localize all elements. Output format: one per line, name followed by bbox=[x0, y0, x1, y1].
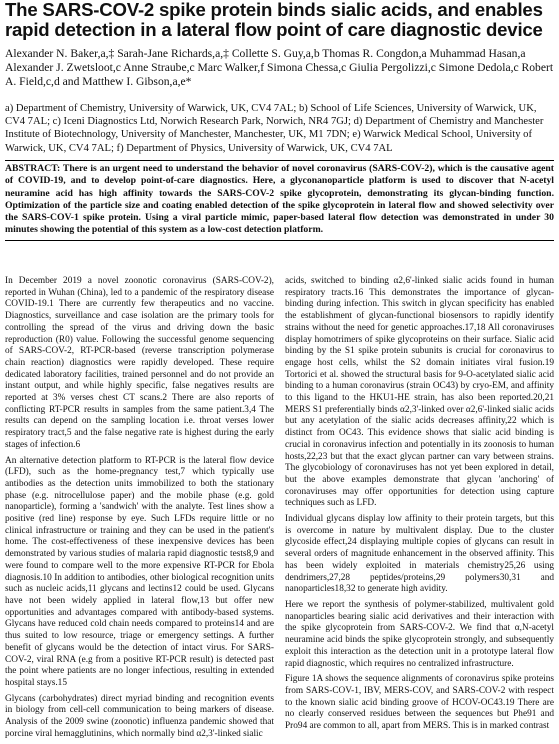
left-column bbox=[5, 276, 274, 744]
body-paragraph: acids, switched to binding α2,6'-linked sialic acids found in human respiratory tracts.16 This demonstrates the importance of glycan-binding during infection. This switch in glycan specificity has enabled the establishment of glycan-functional biosensors to rapidly identify strains without the need for genetic approaches.17,18 All coronaviruses display homotrimers of spike glycoproteins on their surface. Sialic acid binding by the S1 spike protein subunits is crucial for coronavirus to engage host cells, whilst the S2 domain initiates viral fusion.19 Tortorici et al. showed the structural basis for 9-O-acetylated sialic acid binding to a human coronavirus (strain OC43) by cryo-EM, and affinity to this ligand to the HKU1-HE strain, has also been reported.20,21 MERS S1 preferentially binds α2,3'-linked over α2,6'-linked sialic acids but any acetylation of the sialic acids decreases affinity,22 which is distinct from OC43. This evidence shows that sialic acid binding is crucial in coronavirus infection and potentially in its zoonosis to human hosts,22,23 but that the exact glycan partner can vary between strains. The glycobiology of coronaviruses has not yet been explored in detail, but the above examples demonstrate that glycan 'anchoring' of coronaviruses may offer opportunities for detection using capture techniques such as LFD. bbox=[285, 276, 554, 509]
body-paragraph: In December 2019 a novel zoonotic coronavirus (SARS-COV-2), reported in Wuhan (China), led to a pandemic of the respiratory disease COVID-19.1 There are currently few therapeutics and no vaccine. Diagnostics, surveillance and case isolation are the primary tools for controlling the spread of the virus and driving down the basic reproduction (R0) value. Following the successful genome sequencing of SARS-COV-2, RT-PCR-based (reverse transcription polymerase chain reaction) diagnostics were rapidly developed. These require dedicated laboratory facilities, trained personnel and do not provide an instant output, and while highly specific, false negatives results are reported at 3% verses chest CT scans.2 There are also reports of conflicting RT-PCR results in samples from the same patient.3,4 The results can depend on the sampling location i.e. throat verses lower respiratory tract,5 and the false negative rate is highest during the early stages of infection.6 bbox=[5, 276, 274, 450]
author-list: Alexander N. Baker,a,‡ Sarah-Jane Richards,a,‡ Collette S. Guy,a,b Thomas R. Congdon,a Muhammad Hasan,a Alexander J. Zwetsloot,c Anne Straube,c Marc Walker,f Simona Chessa,c Giulia Pergolizzi,c Simone Dedola,c Robert A. Field,c,d and Matthew I. Gibson,a,e* bbox=[5, 47, 554, 89]
body-paragraph: Figure 1A shows the sequence alignments of coronavirus spike proteins from SARS-COV-1, IBV, MERS-COV, and SARS-COV-2 with respect to the known sialic acid binding groove of HCOV-OC43.19 There are no clearly conserved residues between the sequences but Phe91 and Pro94 are common to all, apart from MERS. This is in marked contrast bbox=[285, 674, 554, 732]
affiliations: a) Department of Chemistry, University of Warwick, UK, CV4 7AL; b) School of Life Sciences, University of Warwick, UK, CV4 7AL; c) Iceni Diagnostics Ltd, Norwich Research Park, Norwich, NR4 7GJ; d) Department of Chemistry and Manchester Institute of Biotechnology, University of Manchester, Manchester, UK, M1 7DN; e) Warwick Medical School, University of Warwick, UK, CV4 7AL; f) Department of Physics, University of Warwick, UK, CV4 7AL bbox=[5, 103, 544, 154]
body-paragraph: Glycans (carbohydrates) direct myriad binding and recognition events in biology from cell-cell communication to being markers of disease. Analysis of the 2009 swine (zoonotic) influenza pandemic showed that porcine viral hemagglutinins, which normally bind α2,3'-linked sialic bbox=[5, 693, 274, 739]
body-paragraph: An alternative detection platform to RT-PCR is the lateral flow device (LFD), such as the home-pregnancy test,7 which typically use antibodies as the detection units immobilized to both the stationary phase (e.g. nitrocellulose paper) and the mobile phase (e.g. gold nanoparticle), forming a 'sandwich' with the analyte. Test lines show a positive (red line) response by eye. Such LFDs require little or no clinical infrastructure or training and they can be used in the patient's home. The cost-effectiveness of these inexpensive devices has been demonstrated by various studies of malaria rapid diagnostic tests8,9 and were found to compare well to the more expensive RT-PCR for Ebola diagnosis.10 In addition to antibodies, other biological recognition units such as nucleic acids,11 glycans and lectins12 could be used. Glycans have not been widely applied in lateral flow,13 but offer new opportunities and advantages compared with antibody-based systems. Glycans have reduced cold chain needs compared to proteins14 and are thus suited to low resource, triage or emergency settings. A further benefit of glycans would be the detection of intact virus. For SARS-COV-2, viral RNA (e.g from a positive RT-PCR result) is detected past the point where patients are no longer infectious, resulting in extended hospital stays.15 bbox=[5, 455, 274, 688]
right-column bbox=[285, 276, 554, 737]
body-paragraph: Individual glycans display low affinity to their protein targets, but this is overcome in nature by multivalent display. Due to the cluster glycoside effect,24 displaying multiple copies of glycans can result in several orders of magnitude enhancement in the observed affinity. This has been widely exploited in materials chemistry25,26 using dendrimers,27,28 peptides/proteins,29 polymers30,31 and nanoparticles18,32 to generate high avidity. bbox=[285, 514, 554, 595]
body-paragraph: Here we report the synthesis of polymer-stabilized, multivalent gold nanoparticles bearing sialic acid derivatives and their interaction with the spike glycoprotein from SARS-COV-2. We find that α,N-acetyl neuramine acid binds the spike glycoprotein strongly, and subsequently exploit this interaction as the detection unit in a prototype lateral flow rapid diagnostic, which requires no centralized infrastructure. bbox=[285, 599, 554, 669]
abstract: ABSTRACT: There is an urgent need to understand the behavior of novel coronavirus (SARS-COV-2), which is the causative agent of COVID-19, and to develop point-of-care diagnostics. Here, a glyconanoparticle platform is used to discover that N-acetyl neuramine acid has high affinity towards the SARS-COV-2 spike glycoprotein, demonstrating its glycan-binding function. Optimization of the particle size and coating enabled detection of the spike glycoprotein in lateral flow and showed selectivity over the SARS-COV-1 spike protein. Using a viral particle mimic, paper-based lateral flow detection was demonstrated in under 30 minutes showing the potential of this system as a low-cost detection platform. bbox=[5, 160, 554, 241]
paper-title: The SARS-COV-2 spike protein binds sialic acids, and enables rapid detection in a lateral flow point of care diagnostic device bbox=[5, 0, 543, 40]
